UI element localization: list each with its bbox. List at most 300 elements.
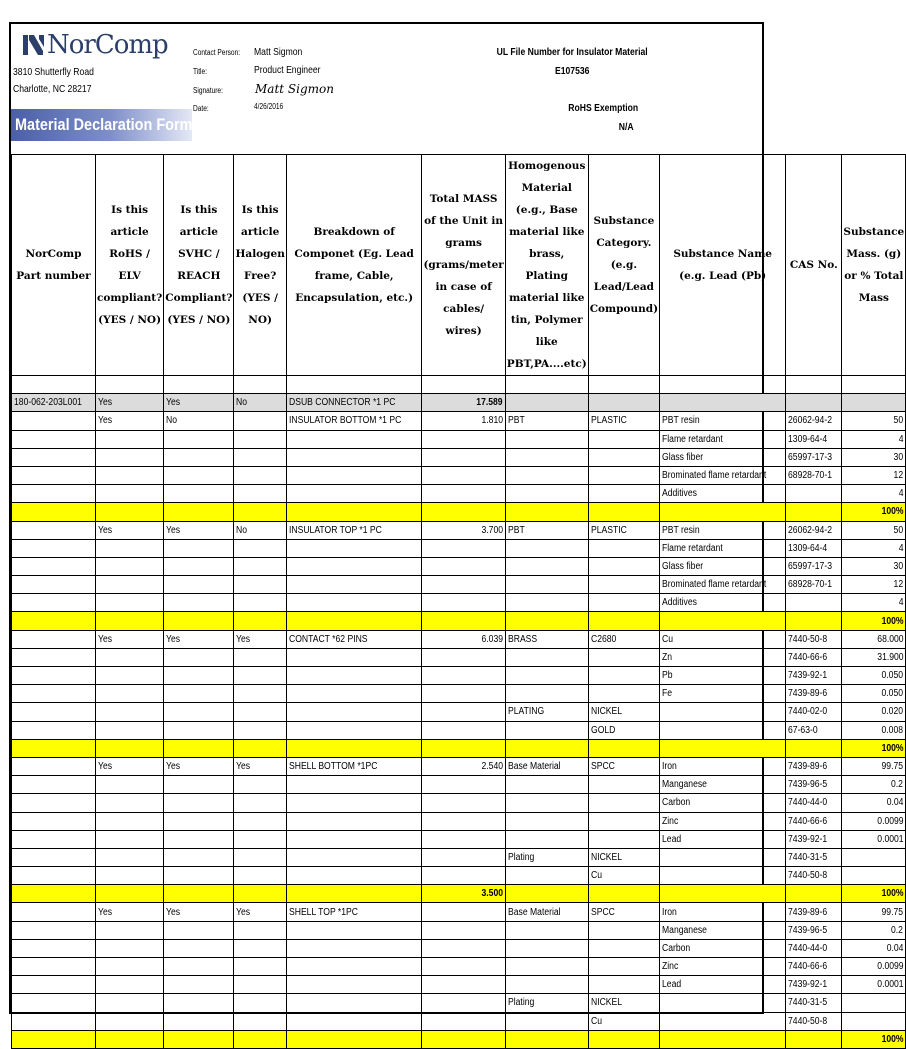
table-cell <box>234 812 286 830</box>
table-cell <box>588 503 659 521</box>
table-cell <box>842 757 906 775</box>
table-cell <box>234 976 286 994</box>
table-cell <box>95 466 163 484</box>
title-label: Title: <box>193 67 207 76</box>
table-cell <box>842 394 906 412</box>
table-row <box>12 703 906 721</box>
col-header-substance-name: Substance Name (e.g. Lead (Pb) <box>660 155 786 376</box>
table-cell <box>286 867 422 885</box>
table-cell <box>286 630 422 648</box>
table-cell <box>422 739 505 757</box>
cell-text: 68.000 <box>876 633 904 645</box>
table-row <box>12 521 906 539</box>
table-cell <box>12 430 96 448</box>
table-cell <box>588 557 659 575</box>
cell-text: 180-062-203L001 <box>14 397 82 409</box>
cell-text: 12 <box>893 470 904 482</box>
cell-text: 99.75 <box>881 761 904 773</box>
table-cell <box>422 557 505 575</box>
table-cell <box>95 867 163 885</box>
table-cell <box>12 630 96 648</box>
table-cell <box>660 1030 786 1048</box>
cell-text: Glass fiber <box>662 560 704 572</box>
cell-text: Brominated flame retardant <box>662 579 767 591</box>
table-cell <box>422 539 505 557</box>
table-cell <box>786 976 842 994</box>
cell-text: 7440-66-6 <box>788 651 828 663</box>
table-cell <box>842 1012 906 1030</box>
col-header-substance-mass: Substance Mass. (g) or % Total Mass <box>842 155 906 376</box>
table-cell <box>234 557 286 575</box>
cell-text: PBT <box>507 415 525 427</box>
cell-text: 100% <box>881 506 904 518</box>
table-cell <box>588 1030 659 1048</box>
table-cell <box>588 867 659 885</box>
col-header-homogenous-material: Homogenous Material (e.g., Base material like brass, Plating material like tin, Polymer like PBT,PA....etc) <box>505 155 588 376</box>
table-cell <box>786 958 842 976</box>
cell-text: 7439-89-6 <box>788 906 828 918</box>
table-cell <box>286 958 422 976</box>
table-cell <box>12 503 96 521</box>
table-cell <box>286 994 422 1012</box>
table-cell <box>588 958 659 976</box>
table-cell <box>12 412 96 430</box>
table-cell <box>505 757 588 775</box>
col-header-svhc: Is this article SVHC / REACH Compliant? (YES / NO) <box>164 155 234 376</box>
table-cell <box>286 848 422 866</box>
cell-text: Yes <box>236 906 251 918</box>
cell-text: PBT resin <box>662 415 700 427</box>
cell-text: 7439-92-1 <box>788 979 828 991</box>
table-cell <box>842 830 906 848</box>
cell-text: GOLD <box>590 724 616 736</box>
cell-text: 50 <box>893 524 904 536</box>
table-cell <box>842 976 906 994</box>
table-cell <box>660 539 786 557</box>
cell-text: Cu <box>662 633 674 645</box>
ul-file-value: E107536 <box>554 65 590 77</box>
table-cell <box>505 976 588 994</box>
table-cell <box>505 903 588 921</box>
table-cell <box>234 958 286 976</box>
table-cell <box>588 539 659 557</box>
table-cell <box>286 721 422 739</box>
table-cell <box>95 885 163 903</box>
table-row <box>12 576 906 594</box>
table-cell <box>786 867 842 885</box>
table-cell <box>786 685 842 703</box>
table-cell <box>164 776 234 794</box>
cell-text: 26062-94-2 <box>788 415 833 427</box>
table-cell <box>422 1012 505 1030</box>
cell-text: Lead <box>662 833 682 845</box>
title-value: Product Engineer <box>254 64 321 76</box>
table-cell <box>422 412 505 430</box>
table-cell <box>234 921 286 939</box>
cell-text: 7440-44-0 <box>788 797 828 809</box>
table-cell <box>660 594 786 612</box>
table-cell <box>842 521 906 539</box>
table-cell <box>286 648 422 666</box>
table-cell <box>234 521 286 539</box>
cell-text: Yes <box>166 761 181 773</box>
table-cell <box>786 430 842 448</box>
logo-text: NorComp <box>47 30 168 60</box>
cell-text: Yes <box>97 524 113 536</box>
table-cell <box>95 812 163 830</box>
cell-text: Yes <box>97 906 113 918</box>
cell-text: Carbon <box>662 942 691 954</box>
table-cell <box>12 466 96 484</box>
table-row <box>12 794 906 812</box>
table-cell <box>660 612 786 630</box>
cell-text: Yes <box>166 633 181 645</box>
table-cell <box>95 630 163 648</box>
table-cell <box>505 812 588 830</box>
table-cell <box>588 994 659 1012</box>
table-cell <box>660 448 786 466</box>
table-row <box>12 921 906 939</box>
col-header-breakdown: Breakdown of Componet (Eg. Lead frame, Cable, Encapsulation, etc.) <box>286 155 422 376</box>
table-cell <box>422 939 505 957</box>
col-header-total-mass: Total MASS of the Unit in grams (grams/meter in case of cables/ wires) <box>422 155 505 376</box>
table-cell <box>234 685 286 703</box>
cell-text: 0.008 <box>881 724 904 736</box>
table-cell <box>505 939 588 957</box>
cell-text: No <box>236 524 248 536</box>
table-cell <box>422 794 505 812</box>
cell-text: Manganese <box>662 779 708 791</box>
table-row <box>12 958 906 976</box>
cell-text: Base Material <box>507 906 561 918</box>
table-cell <box>786 466 842 484</box>
table-cell <box>95 612 163 630</box>
table-cell <box>660 557 786 575</box>
material-table <box>11 154 906 1049</box>
cell-text: 17.589 <box>476 397 503 409</box>
signature-label: Signature: <box>193 86 223 95</box>
table-cell <box>588 576 659 594</box>
cell-text: BRASS <box>507 633 537 645</box>
table-cell <box>588 448 659 466</box>
table-cell <box>422 703 505 721</box>
table-cell <box>164 830 234 848</box>
cell-text: 68928-70-1 <box>788 579 833 591</box>
table-cell <box>786 612 842 630</box>
table-cell <box>286 812 422 830</box>
table-cell <box>842 648 906 666</box>
table-cell <box>786 557 842 575</box>
table-cell <box>505 448 588 466</box>
table-cell <box>660 485 786 503</box>
table-cell <box>842 903 906 921</box>
cell-text: 4 <box>898 433 904 445</box>
table-row <box>12 776 906 794</box>
table-cell <box>12 1012 96 1030</box>
table-cell <box>786 703 842 721</box>
table-cell <box>12 794 96 812</box>
table-cell <box>164 812 234 830</box>
table-cell <box>95 721 163 739</box>
cell-text: 65997-17-3 <box>788 560 833 572</box>
table-cell <box>588 466 659 484</box>
cell-text: SPCC <box>590 761 615 773</box>
cell-text: PBT resin <box>662 524 700 536</box>
table-cell <box>422 848 505 866</box>
table-cell <box>660 412 786 430</box>
table-cell <box>12 721 96 739</box>
table-row <box>12 539 906 557</box>
table-cell <box>164 921 234 939</box>
table-cell <box>660 776 786 794</box>
table-cell <box>12 612 96 630</box>
table-cell <box>842 576 906 594</box>
cell-text: SHELL BOTTOM *1PC <box>288 761 378 773</box>
table-cell <box>95 830 163 848</box>
cell-text: Yes <box>97 633 113 645</box>
table-cell <box>786 848 842 866</box>
cell-text: 0.0099 <box>876 815 904 827</box>
cell-text: SPCC <box>590 906 615 918</box>
table-row <box>12 812 906 830</box>
cell-text: 3.700 <box>481 524 503 536</box>
table-cell <box>286 448 422 466</box>
table-cell <box>588 812 659 830</box>
cell-text: Cu <box>590 870 602 882</box>
table-cell <box>234 776 286 794</box>
cell-text: 1.810 <box>481 415 503 427</box>
table-cell <box>842 539 906 557</box>
cell-text: 4 <box>898 597 904 609</box>
table-cell <box>786 776 842 794</box>
table-cell <box>842 667 906 685</box>
table-cell <box>286 394 422 412</box>
table-cell <box>588 848 659 866</box>
cell-text: 4 <box>898 488 904 500</box>
signature-value: Matt Sigmon <box>255 82 334 96</box>
table-cell <box>95 958 163 976</box>
table-cell <box>286 594 422 612</box>
table-cell <box>786 903 842 921</box>
table-cell <box>842 448 906 466</box>
cell-text: NICKEL <box>590 851 622 863</box>
table-cell <box>588 630 659 648</box>
table-cell <box>286 539 422 557</box>
table-cell <box>660 430 786 448</box>
table-cell <box>588 430 659 448</box>
table-cell <box>588 485 659 503</box>
table-cell <box>286 503 422 521</box>
table-cell <box>286 830 422 848</box>
table-cell <box>164 848 234 866</box>
table-header-row <box>12 155 906 376</box>
table-cell <box>842 721 906 739</box>
cell-text: 7440-31-5 <box>788 997 828 1009</box>
cell-text: 7440-66-6 <box>788 815 828 827</box>
cell-text: No <box>166 415 178 427</box>
cell-text: Brominated flame retardant <box>662 470 767 482</box>
table-cell <box>505 776 588 794</box>
table-cell <box>164 612 234 630</box>
table-row <box>12 939 906 957</box>
table-cell <box>12 903 96 921</box>
table-cell <box>95 576 163 594</box>
table-cell <box>12 703 96 721</box>
table-cell <box>164 1030 234 1048</box>
table-cell <box>660 994 786 1012</box>
table-cell <box>660 394 786 412</box>
declaration-sheet <box>9 22 905 1045</box>
header-spacer-row <box>12 376 906 394</box>
table-cell <box>95 557 163 575</box>
table-cell <box>286 485 422 503</box>
table-cell <box>660 648 786 666</box>
table-cell <box>234 867 286 885</box>
table-cell <box>505 994 588 1012</box>
address-line-2: Charlotte, NC 28217 <box>13 83 92 95</box>
cell-text: 0.050 <box>881 688 904 700</box>
col-header-substance-category: Substance Category. (e.g. Lead/Lead Compound) <box>588 155 659 376</box>
table-cell <box>95 794 163 812</box>
cell-text: Plating <box>507 997 535 1009</box>
col-header-cas-no: CAS No. <box>786 155 842 376</box>
table-cell <box>422 976 505 994</box>
table-cell <box>588 594 659 612</box>
table-cell <box>164 867 234 885</box>
cell-text: 100% <box>881 615 904 627</box>
table-cell <box>505 794 588 812</box>
table-cell <box>505 885 588 903</box>
table-cell <box>95 594 163 612</box>
table-row <box>12 594 906 612</box>
cell-text: Yes <box>97 397 113 409</box>
cell-text: 6.039 <box>481 633 503 645</box>
table-cell <box>12 667 96 685</box>
table-cell <box>505 958 588 976</box>
table-row <box>12 485 906 503</box>
table-cell <box>505 685 588 703</box>
table-row <box>12 557 906 575</box>
table-cell <box>286 557 422 575</box>
table-cell <box>164 430 234 448</box>
ul-file-label: UL File Number for Insulator Material <box>496 46 648 58</box>
table-cell <box>505 594 588 612</box>
cell-text: 7439-96-5 <box>788 779 828 791</box>
table-cell <box>234 612 286 630</box>
cell-text: 4 <box>898 542 904 554</box>
table-cell <box>95 1012 163 1030</box>
table-cell <box>164 648 234 666</box>
table-cell <box>12 557 96 575</box>
cell-text: PLATING <box>507 706 544 718</box>
table-cell <box>422 503 505 521</box>
cell-text: 7440-50-8 <box>788 870 828 882</box>
table-cell <box>842 630 906 648</box>
table-cell <box>422 958 505 976</box>
table-cell <box>234 885 286 903</box>
table-row <box>12 721 906 739</box>
table-cell <box>505 848 588 866</box>
table-cell <box>95 921 163 939</box>
table-cell <box>842 1030 906 1048</box>
cell-text: Additives <box>662 488 697 500</box>
table-cell <box>786 667 842 685</box>
table-cell <box>164 757 234 775</box>
table-cell <box>234 739 286 757</box>
table-row <box>12 648 906 666</box>
table-row <box>12 1012 906 1030</box>
col-header-rohs: Is this article RoHS / ELV compliant? (YES / NO) <box>95 155 163 376</box>
table-cell <box>588 757 659 775</box>
table-cell <box>12 867 96 885</box>
table-cell <box>12 521 96 539</box>
norcomp-logo-icon <box>23 33 45 57</box>
cell-text: Additives <box>662 597 697 609</box>
contact-person-value: Matt Sigmon <box>254 46 303 58</box>
cell-text: Zn <box>662 651 673 663</box>
table-cell <box>588 612 659 630</box>
table-cell <box>422 994 505 1012</box>
table-cell <box>422 466 505 484</box>
cell-text: 26062-94-2 <box>788 524 833 536</box>
table-cell <box>786 521 842 539</box>
table-cell <box>164 739 234 757</box>
cell-text: INSULATOR TOP *1 PC <box>288 524 382 536</box>
table-cell <box>95 757 163 775</box>
table-cell <box>234 394 286 412</box>
table-cell <box>842 430 906 448</box>
table-cell <box>234 466 286 484</box>
cell-text: Base Material <box>507 761 561 773</box>
cell-text: 7439-92-1 <box>788 833 828 845</box>
cell-text: 0.050 <box>881 670 904 682</box>
table-cell <box>286 939 422 957</box>
table-cell <box>588 921 659 939</box>
table-row <box>12 976 906 994</box>
table-cell <box>786 630 842 648</box>
table-cell <box>588 739 659 757</box>
table-cell <box>164 903 234 921</box>
date-label: Date: <box>193 104 209 113</box>
cell-text: Yes <box>166 397 181 409</box>
table-cell <box>842 939 906 957</box>
table-row <box>12 994 906 1012</box>
table-cell <box>842 794 906 812</box>
table-cell <box>842 503 906 521</box>
table-cell <box>505 630 588 648</box>
table-cell <box>786 503 842 521</box>
table-cell <box>786 448 842 466</box>
subtotal-row <box>12 503 906 521</box>
table-cell <box>12 830 96 848</box>
table-cell <box>95 448 163 466</box>
cell-text: 2.540 <box>481 761 503 773</box>
table-cell <box>505 867 588 885</box>
table-cell <box>505 1012 588 1030</box>
form-title: Material Declaration Form <box>15 115 193 134</box>
table-cell <box>234 848 286 866</box>
table-cell <box>95 648 163 666</box>
table-cell <box>842 812 906 830</box>
cell-text: Fe <box>662 688 673 700</box>
table-cell <box>842 485 906 503</box>
table-cell <box>786 757 842 775</box>
subtotal-row <box>12 885 906 903</box>
cell-text: 7439-89-6 <box>788 688 828 700</box>
table-cell <box>422 903 505 921</box>
cell-text: 50 <box>893 415 904 427</box>
table-cell <box>422 867 505 885</box>
